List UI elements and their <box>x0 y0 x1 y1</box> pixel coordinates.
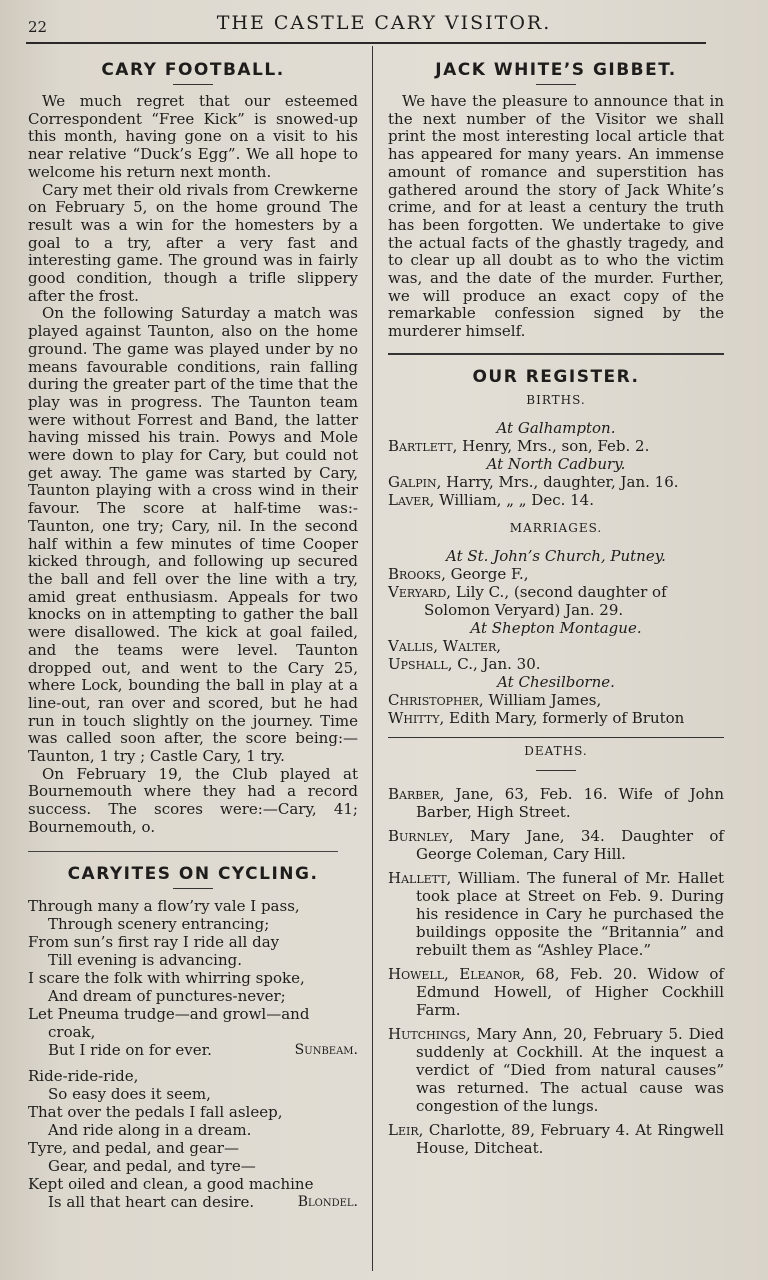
register-title: OUR REGISTER. <box>472 366 640 387</box>
publication-title: THE CASTLE CARY VISITOR. <box>216 12 552 34</box>
deaths-label: DEATHS. <box>524 743 588 758</box>
football-paragraph: On February 19, the Club played at Bournemouth where they had a record success. The scores were:—Cary, 41; Bournemouth, o. <box>28 764 358 836</box>
poem-line: From sun’s first ray I ride all day <box>28 932 280 951</box>
death-entry <box>388 869 724 959</box>
entry-text: Edith Mary, formerly of Bruton <box>449 708 685 727</box>
entry-name: Leir, <box>388 1120 424 1139</box>
right-column <box>388 48 724 1163</box>
poem-line: Ride-ride-ride, <box>28 1066 139 1085</box>
entry-text: Harry, Mrs., daughter, Jan. 16. <box>446 472 679 491</box>
entry-text: Charlotte, 89, February 4. At Ringwell House, Ditcheat. <box>416 1120 724 1157</box>
poem-line: Is all that heart can desire. <box>48 1192 255 1211</box>
death-entry <box>388 1025 724 1115</box>
gibbet-title: JACK WHITE’S GIBBET. <box>435 60 677 80</box>
football-paragraph: We much regret that our esteemed Correspondent “Free Kick” is snowed-up this month, having gone on a visit to his near relative “Duck’s Egg”. We all hope to welcome his return next month. <box>28 92 358 181</box>
left-column <box>28 48 358 1211</box>
entry-name: Hutchings, <box>388 1024 471 1043</box>
marriage-place: At St. John’s Church, Putney. <box>446 546 666 565</box>
entry-text: Mary Ann, 20, February 5. Died suddenly at Cockhill. At the inquest a verdict of “Died from natural causes” was returned. The actual cause was congestion of the lungs. <box>416 1024 724 1115</box>
entry-name: Vallis, Walter, <box>388 636 501 655</box>
header-rule <box>26 42 706 44</box>
entry-name: Barber, <box>388 784 445 803</box>
birth-place: At North Cadbury. <box>486 454 626 473</box>
football-paragraph: Cary met their old rivals from Crewkerne on February 5, on the home ground The result was a win for the homesters by a goal to a try, after a very fast and interesting game. The ground was in fairly good condition, though a trifle slippery after the frost. <box>28 180 358 305</box>
births-label: BIRTHS. <box>526 392 586 407</box>
birth-entry <box>388 437 724 455</box>
poem-line: And dream of punctures-never; <box>48 986 286 1005</box>
football-paragraph: On the following Saturday a match was played against Taunton, also on the home ground. The game was played under by no means favourable conditions, rain falling during the greater part of the time that the play was in progress. The Taunton team were without Forrest and Band, the latter having missed his train. Powys and Mole were down to play for Cary, but could not get away. The game was started by Cary, Taunton playing with a cross wind in their favour. The score at half-time was:-Taunton, one try; Cary, nil. In the second half within a few minutes of time Cooper kicked through, and following up secured the ball and fell over the line with a try, amid great enthusiasm. Appeals for two knocks on in attempting to gather the ball were disallowed. The kick at goal failed, and the teams were level. Taunton dropped out, and went to the Cary 25, where Lock, bounding the ball in play at a line-out, ran over and scored, but he had run in touch slightly on the journey. Time was called soon after, the score being:—Taunton, 1 try ; Castle Cary, 1 try. <box>28 304 358 766</box>
title-rule <box>173 888 213 889</box>
marriage-entry <box>388 691 724 709</box>
marriage-entry <box>388 709 724 727</box>
birth-entry <box>388 473 724 491</box>
entry-name: Upshall, <box>388 654 453 673</box>
title-rule <box>536 770 576 771</box>
death-entry <box>388 785 724 821</box>
cycling-title: CARYITES ON CYCLING. <box>67 863 319 884</box>
section-separator <box>28 851 338 852</box>
entry-text: C., Jan. 30. <box>457 654 541 673</box>
entry-name: Laver, <box>388 490 435 509</box>
marriage-entry <box>388 655 724 673</box>
page-header <box>0 12 768 40</box>
signature-sunbeam: Sunbeam. <box>294 1041 358 1058</box>
entry-name: Burnley, <box>388 826 454 845</box>
entry-text: George F., <box>450 564 529 583</box>
entry-text: 68, Feb. 20. Widow of Edmund Howell, of Higher Cockhill Farm. <box>416 964 724 1019</box>
marriage-place: At Chesilborne. <box>497 672 615 691</box>
poem-line: That over the pedals I fall asleep, <box>28 1102 283 1121</box>
poem-line: Gear, and pedal, and tyre— <box>48 1156 256 1175</box>
section-separator <box>388 353 724 355</box>
poem-line: So easy does it seem, <box>48 1084 211 1103</box>
marriage-place: At Shepton Montague. <box>470 618 642 637</box>
entry-text: Henry, Mrs., son, Feb. 2. <box>462 436 650 455</box>
birth-entry <box>388 491 724 509</box>
football-title: CARY FOOTBALL. <box>101 60 285 80</box>
entry-text: William. The funeral of Mr. Hallet took place at Street on Feb. 9. During his residence in Cary he purchased the buildings opposite the “Britannia” and rebuilt them as “Ashley Place.” <box>416 868 724 959</box>
entry-text: William, „ „ Dec. 14. <box>439 490 594 509</box>
poem-line: And ride along in a dream. <box>48 1120 252 1139</box>
entry-name: Brooks, <box>388 564 446 583</box>
entry-text: Mary Jane, 34. Daughter of George Coleman, Cary Hill. <box>416 826 724 863</box>
entry-text: Lily C., (second daughter of Solomon Veryard) Jan. 29. <box>424 582 667 619</box>
gibbet-text: We have the pleasure to announce that in the next number of the Visitor we shall print the most interesting local article that has appeared for many years. An immense amount of romance and superstition has gathered around the story of Jack White’s crime, and for at least a century the truth has been forgotten. We undertake to give the actual facts of the ghastly tragedy, and to clear up all doubt as to who the victim was, and the date of the murder. Further, we will produce an exact copy of the remarkable confession signed by the murderer himself. <box>388 92 724 341</box>
entry-name: Whitty, <box>388 708 445 727</box>
entry-name: Hallett, <box>388 868 452 887</box>
poem-line-with-signature <box>28 1193 358 1211</box>
title-rule <box>536 84 576 85</box>
marriage-entry <box>388 583 724 619</box>
entry-name: Veryard, <box>388 582 452 601</box>
page-number: 22 <box>28 18 48 36</box>
poem-line: croak, <box>48 1022 96 1041</box>
poem-line: Tyre, and pedal, and gear— <box>28 1138 239 1157</box>
marriages-label: MARRIAGES. <box>509 520 603 535</box>
entry-name: Christopher, <box>388 690 484 709</box>
poem-line-with-signature <box>28 1041 358 1059</box>
entry-text: Jane, 63, Feb. 16. Wife of John Barber, High Street. <box>416 784 724 821</box>
poem-line: I scare the folk with whirring spoke, <box>28 968 305 987</box>
signature-blondel: Blondel. <box>297 1193 358 1210</box>
cycling-poem <box>28 897 358 1211</box>
entry-name: Howell, Eleanor, <box>388 964 526 983</box>
poem-line: Through many a flow’ry vale I pass, <box>28 896 300 915</box>
poem-line: Through scenery entrancing; <box>48 914 270 933</box>
death-entry <box>388 827 724 863</box>
poem-line: Kept oiled and clean, a good machine <box>28 1174 314 1193</box>
deaths-rule <box>388 737 724 738</box>
entry-text: William James, <box>488 690 602 709</box>
death-entry <box>388 1121 724 1157</box>
poem-line: But I ride on for ever. <box>48 1040 212 1059</box>
entry-name: Galpin, <box>388 472 442 491</box>
birth-place: At Galhampton. <box>496 418 616 437</box>
marriage-entry <box>388 637 724 655</box>
poem-line: Let Pneuma trudge—and growl—and <box>28 1004 310 1023</box>
title-rule <box>173 84 213 85</box>
column-divider <box>372 46 373 1271</box>
death-entry <box>388 965 724 1019</box>
entry-name: Bartlett, <box>388 436 458 455</box>
marriage-entry <box>388 565 724 583</box>
poem-line: Till evening is advancing. <box>48 950 242 969</box>
